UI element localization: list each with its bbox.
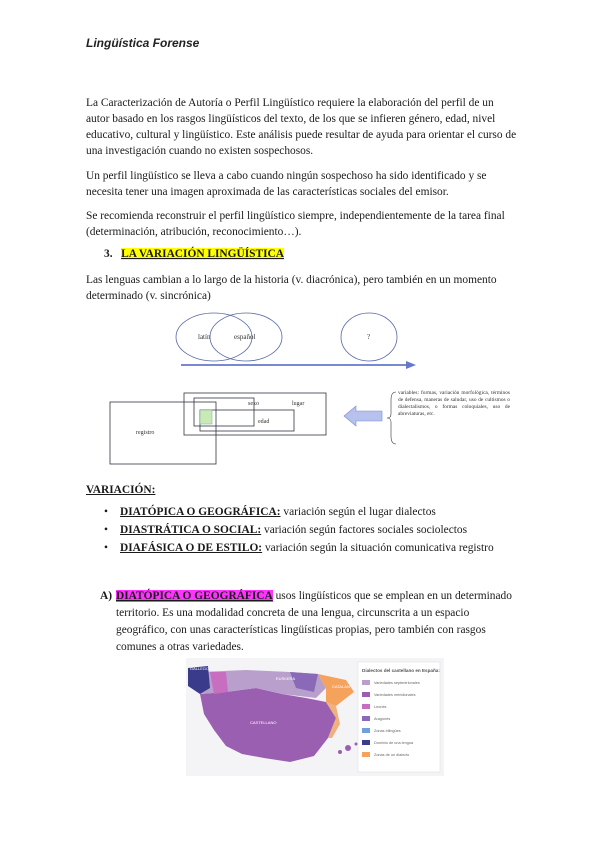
pointer-arrow [344,406,382,426]
legend-label: Variedades septentrionales [374,681,420,685]
section-3-heading [104,248,284,260]
edad-box [200,410,294,431]
variacion-list [104,504,514,558]
section-a-text: usos lingüísticos que se emplean en un determinado territorio. Es una modalidad concreta de una lengua, circunscrita a un espacio geográfico, con unas características lingüísticas propias, pero también con rasgos comunes a otras variedades. [116,590,512,653]
section-a-term: DIATÓPICA O GEOGRÁFICA [116,590,273,602]
page-header-title: Lingüística Forense [86,36,200,50]
section-3-title: LA VARIACIÓN LINGÜÍSTICA [121,248,284,260]
legend-swatch [362,716,370,721]
paragraph-autoria: La Caracterización de Autoría o Perfil Lingüístico requiere la elaboración del perfil de un autor basado en los rasgos lingüísticos del texto, de los que se infieren género, edad, nivel educativo, cultural y lingüístico. Este análisis puede resultar de ayuda para orientar el curso de una investigación cuando no existen sospechosos. [86,97,517,157]
variacion-desc: variación según factores sociales sociolectos [261,524,468,536]
paragraph-perfil: Un perfil lingüístico se lleva a cabo cuando ningún sospechoso ha sido identificado y se necesita tener una imagen aproximada de las características sociales del emisor. [86,170,487,198]
legend-swatch [362,752,370,757]
espanol-label: español [234,333,256,341]
variacion-desc: variación según la situación comunicativa registro [262,542,494,554]
section-a-label: A) [100,590,113,602]
region-label-euskera: EUSKERA [276,676,296,681]
region-label-catalan: CATALÁN [332,684,350,689]
note-brace [387,392,396,444]
map-legend-title: Dialectos del castellano en España: [362,668,440,673]
legend-label: Variedades meridionales [374,693,416,697]
legend-swatch [362,680,370,685]
variacion-term: DIATÓPICA O GEOGRÁFICA: [120,506,281,518]
region-label-gallego: GALLEGO [190,666,210,671]
time-arrow-head [406,361,416,369]
legend-label: Zonas de un dialecto [374,753,410,757]
section-3-number: 3. [104,248,113,260]
variation-diagram [86,310,516,470]
variacion-desc: variación según el lugar dialectos [280,506,436,518]
legend-label: Dominio de una lengua [374,741,414,745]
registro-label: registro [136,430,155,436]
variacion-term: DIAFÁSICA O DE ESTILO: [120,542,263,554]
paragraph-lenguas: Las lenguas cambian a lo largo de la historia (v. diacrónica), pero también en un momento determinado (v. sincrónica) [86,274,497,302]
island-dot [338,750,342,754]
lugar-label: lugar [292,401,305,407]
region-label-castellano: CASTELLANO [250,720,277,725]
dialect-map [186,658,444,776]
variacion-heading: VARIACIÓN: [86,484,156,496]
legend-swatch [362,704,370,709]
legend-label: Leonés [374,705,387,709]
section-a [100,588,518,656]
island-dot [345,745,351,751]
sexo-label: sexo [248,401,259,407]
island-dot [355,743,358,746]
legend-swatch [362,728,370,733]
legend-label: Zonas bilingües [374,729,401,733]
paragraph-recomendacion: Se recomienda reconstruir el perfil lingüístico siempre, independientemente de la tarea final (determinación, atribución, reconocimiento…). [86,210,505,238]
list-item [104,540,514,556]
latin-label: latín [198,333,211,341]
legend-swatch [362,692,370,697]
question-label: ? [367,333,371,341]
legend-swatch [362,740,370,745]
edad-label: edad [258,419,270,425]
overlap-highlight [200,410,212,424]
list-item [104,504,514,520]
list-item [104,522,514,538]
variables-note: variables: formas, variación morfológica, términos de defensa, maneras de saludar, uso de cultismos o dialectalismos, o formas coloquiales, uso de abreviaturas, etc. [398,390,510,417]
legend-label: Aragonés [374,717,391,721]
variacion-term: DIASTRÁTICA O SOCIAL: [120,524,262,536]
